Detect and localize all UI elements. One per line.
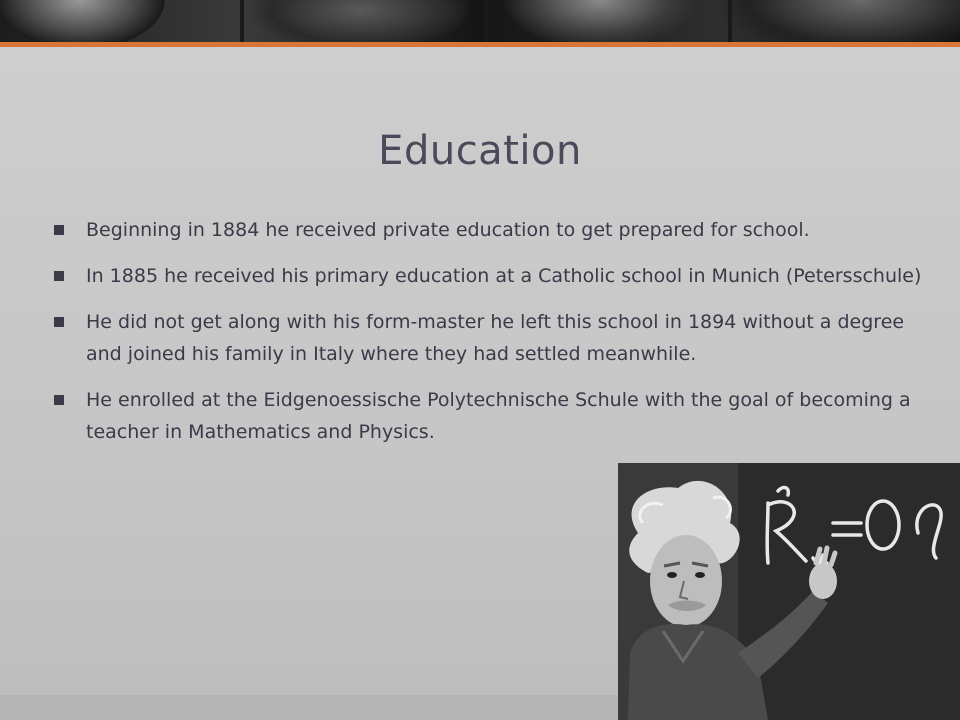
bullet-text: He enrolled at the Eidgenoessische Polytechnische Schule with the goal of becoming a teacher in Mathematics and Physics. — [86, 389, 911, 443]
accent-line — [0, 42, 960, 47]
bullet-list — [52, 214, 932, 462]
bullet-text: In 1885 he received his primary education at a Catholic school in Munich (Petersschule) — [86, 265, 922, 287]
bullet-marker-icon — [54, 317, 64, 327]
slide-title: Education — [378, 128, 582, 174]
bullet-item — [52, 214, 932, 246]
bullet-marker-icon — [54, 225, 64, 235]
banner-divider — [240, 0, 244, 44]
einstein-chalkboard-photo — [618, 463, 960, 720]
bullet-text: He did not get along with his form-master he left this school in 1894 without a degree and joined his family in Italy where they had settled meanwhile. — [86, 311, 905, 365]
header-banner-image — [0, 0, 960, 44]
bullet-item — [52, 384, 932, 448]
bullet-marker-icon — [54, 395, 64, 405]
bullet-text: Beginning in 1884 he received private education to get prepared for school. — [86, 219, 810, 241]
bullet-item — [52, 260, 932, 292]
bullet-item — [52, 306, 932, 370]
bullet-marker-icon — [54, 271, 64, 281]
banner-divider — [484, 0, 488, 44]
banner-divider — [728, 0, 732, 44]
